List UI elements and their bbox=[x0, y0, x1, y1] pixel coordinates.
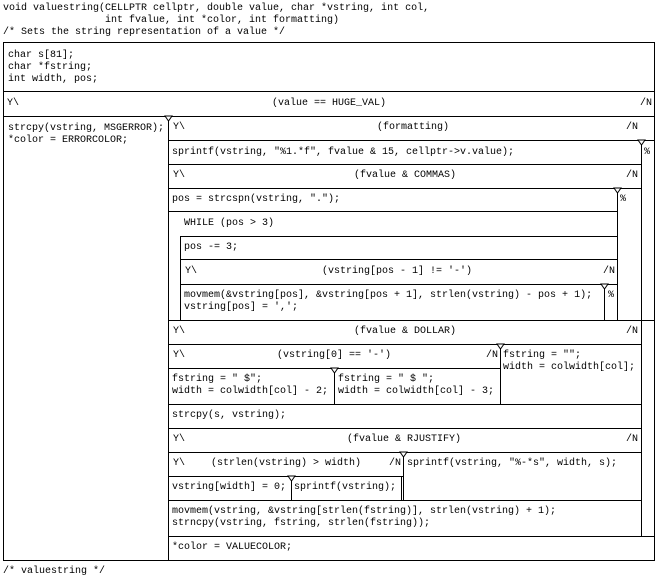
dollar-pos-width: width = colwidth[col] - 3; bbox=[338, 386, 495, 397]
if5-yes: Y\ bbox=[173, 326, 186, 337]
if1-no: /N bbox=[640, 98, 653, 109]
while-header: WHILE (pos > 3) bbox=[184, 218, 275, 229]
decl-fstring: char *fstring; bbox=[8, 62, 93, 73]
movmem-prefix: movmem(vstring, &vstring[strlen(fstring)], strlen(vstring) + 1); bbox=[172, 506, 557, 517]
if5-no: /N bbox=[626, 326, 639, 337]
if3-condition: (fvalue & COMMAS) bbox=[354, 170, 457, 181]
if1-yes: Y\ bbox=[7, 98, 20, 109]
insert-comma: vstring[pos] = ','; bbox=[184, 302, 299, 313]
if2-yes: Y\ bbox=[173, 122, 186, 133]
if6-no: /N bbox=[486, 350, 499, 361]
if4-yes: Y\ bbox=[185, 266, 198, 277]
movmem-comma: movmem(&vstring[pos], &vstring[pos + 1], strlen(vstring) - pos + 1); bbox=[184, 290, 593, 301]
if4-condition: (vstring[pos - 1] != '-') bbox=[322, 266, 473, 277]
if5-split-marker bbox=[497, 344, 504, 349]
if2-no: /N bbox=[626, 122, 639, 133]
if6-split-marker bbox=[331, 368, 338, 373]
function-comment: /* Sets the string representation of a value */ bbox=[3, 27, 286, 38]
if8-condition: (strlen(vstring) > width) bbox=[211, 458, 362, 469]
if3-no: /N bbox=[626, 170, 639, 181]
if8-no: /N bbox=[389, 458, 402, 469]
function-signature-line-2: int fvalue, int *color, int formatting) bbox=[3, 15, 340, 26]
dollar-neg-fstring: fstring = " $"; bbox=[172, 374, 263, 385]
dollar-pos-fstring: fstring = " $ "; bbox=[338, 374, 435, 385]
sprintf-format: sprintf(vstring, "%1.*f", fvalue & 15, cellptr->v.value); bbox=[172, 147, 515, 158]
nodollar-width: width = colwidth[col]; bbox=[503, 362, 636, 373]
if6-condition: (vstring[0] == '-') bbox=[277, 350, 392, 361]
error-color: *color = ERRORCOLOR; bbox=[8, 135, 129, 146]
if8-yes: Y\ bbox=[173, 458, 186, 469]
if3-no-empty: % bbox=[620, 194, 627, 205]
decl-s: char s[81]; bbox=[8, 50, 75, 61]
error-strcpy: strcpy(vstring, MSGERROR); bbox=[8, 123, 165, 134]
if7-split-marker bbox=[400, 452, 407, 457]
if6-yes: Y\ bbox=[173, 350, 186, 361]
sprintf-copy: sprintf(vstring); bbox=[294, 482, 397, 493]
value-color: *color = VALUECOLOR; bbox=[172, 542, 293, 553]
if7-no: /N bbox=[626, 434, 639, 445]
if3-split-marker bbox=[614, 188, 621, 193]
sprintf-leftjustify: sprintf(vstring, "%-*s", width, s); bbox=[407, 458, 618, 469]
if2-condition: (formatting) bbox=[377, 122, 450, 133]
if8-split-marker bbox=[288, 476, 295, 481]
function-end-comment: /* valuestring */ bbox=[3, 566, 106, 577]
truncate-vstring: vstring[width] = 0; bbox=[172, 482, 287, 493]
pos-decrement: pos -= 3; bbox=[184, 242, 239, 253]
pos-strcspn: pos = strcspn(vstring, "."); bbox=[172, 194, 341, 205]
if4-no: /N bbox=[603, 266, 616, 277]
if1-condition: (value == HUGE_VAL) bbox=[272, 98, 387, 109]
if7-condition: (fvalue & RJUSTIFY) bbox=[347, 434, 462, 445]
if2-split-marker bbox=[638, 140, 645, 145]
if1-split-marker bbox=[165, 116, 172, 121]
if7-yes: Y\ bbox=[173, 434, 186, 445]
decl-width-pos: int width, pos; bbox=[8, 74, 99, 85]
strcpy-s: strcpy(s, vstring); bbox=[172, 410, 287, 421]
nodollar-fstring: fstring = ""; bbox=[503, 350, 582, 361]
dollar-neg-width: width = colwidth[col] - 2; bbox=[172, 386, 329, 397]
if2-no-empty: % bbox=[644, 147, 651, 158]
if4-split-marker bbox=[601, 284, 608, 289]
function-signature-line-1: void valuestring(CELLPTR cellptr, double value, char *vstring, int col, bbox=[3, 3, 430, 14]
if3-yes: Y\ bbox=[173, 170, 186, 181]
if5-condition: (fvalue & DOLLAR) bbox=[354, 326, 457, 337]
strncpy-prefix: strncpy(vstring, fstring, strlen(fstring)); bbox=[172, 518, 431, 529]
if4-no-empty: % bbox=[608, 290, 615, 301]
